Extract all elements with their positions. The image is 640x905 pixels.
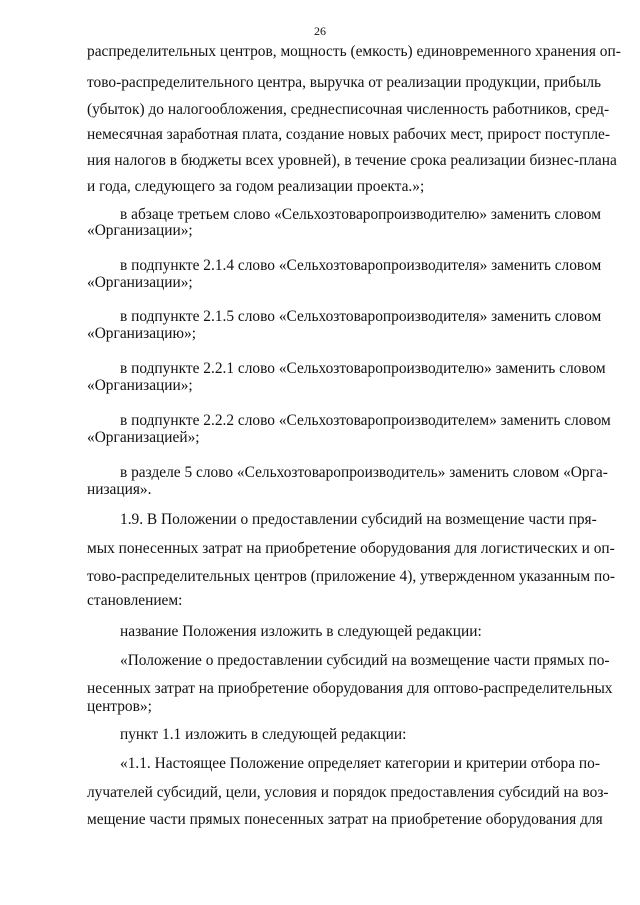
text-line: в абзаце третьем слово «Сельхозтоваропроизводителю» заменить словом xyxy=(120,206,601,223)
text-line: (убыток) до налогообложения, среднесписочная численность работников, сред- xyxy=(87,101,610,118)
text-line: распределительных центров, мощность (емкость) единовременного хранения оп- xyxy=(87,43,621,60)
text-line: в подпункте 2.1.5 слово «Сельхозтоваропроизводителя» заменить словом xyxy=(120,308,602,325)
text-line: ния налогов в бюджеты всех уровней), в течение срока реализации бизнес-плана xyxy=(87,152,617,169)
text-line: «1.1. Настоящее Положение определяет категории и критерии отбора по- xyxy=(120,755,600,772)
text-line: «Организацией»; xyxy=(87,429,200,446)
text-line: несенных затрат на приобретение оборудования для оптово-распределительных xyxy=(87,680,613,697)
text-line: пункт 1.1 изложить в следующей редакции: xyxy=(120,726,407,743)
text-line: тово-распределительного центра, выручка от реализации продукции, прибыль xyxy=(87,74,602,91)
text-line: мых понесенных затрат на приобретение оборудования для логистических и оп- xyxy=(87,540,615,557)
text-line: и года, следующего за годом реализации проекта.»; xyxy=(87,178,425,195)
text-line: тово-распределительных центров (приложение 4), утвержденном указанным по- xyxy=(87,568,616,585)
text-line: в подпункте 2.2.2 слово «Сельхозтоваропроизводителем» заменить словом xyxy=(120,412,611,429)
text-line: «Организацию»; xyxy=(87,325,196,342)
text-line: «Организации»; xyxy=(87,222,193,239)
text-line: немесячная заработная плата, создание новых рабочих мест, прирост поступле- xyxy=(87,126,610,143)
text-line: мещение части прямых понесенных затрат на приобретение оборудования для xyxy=(87,811,603,828)
text-line: «Организации»; xyxy=(87,377,193,394)
text-line: становлением: xyxy=(87,592,183,609)
text-line: низация». xyxy=(87,481,152,498)
text-line: лучателей субсидий, цели, условия и порядок предоставления субсидий на воз- xyxy=(87,784,609,801)
text-line: в подпункте 2.2.1 слово «Сельхозтоваропроизводителю» заменить словом xyxy=(120,360,606,377)
text-line: «Положение о предоставлении субсидий на возмещение части прямых по- xyxy=(120,652,610,669)
text-line: в подпункте 2.1.4 слово «Сельхозтоваропроизводителя» заменить словом xyxy=(120,257,602,274)
text-line: «Организации»; xyxy=(87,274,193,291)
text-line: в разделе 5 слово «Сельхозтоваропроизводитель» заменить словом «Орга- xyxy=(120,464,608,481)
text-line: 1.9. В Положении о предоставлении субсидий на возмещение части пря- xyxy=(120,511,597,528)
text-line: центров»; xyxy=(87,698,152,715)
page-number: 26 xyxy=(314,24,326,38)
text-line: название Положения изложить в следующей редакции: xyxy=(120,623,482,640)
